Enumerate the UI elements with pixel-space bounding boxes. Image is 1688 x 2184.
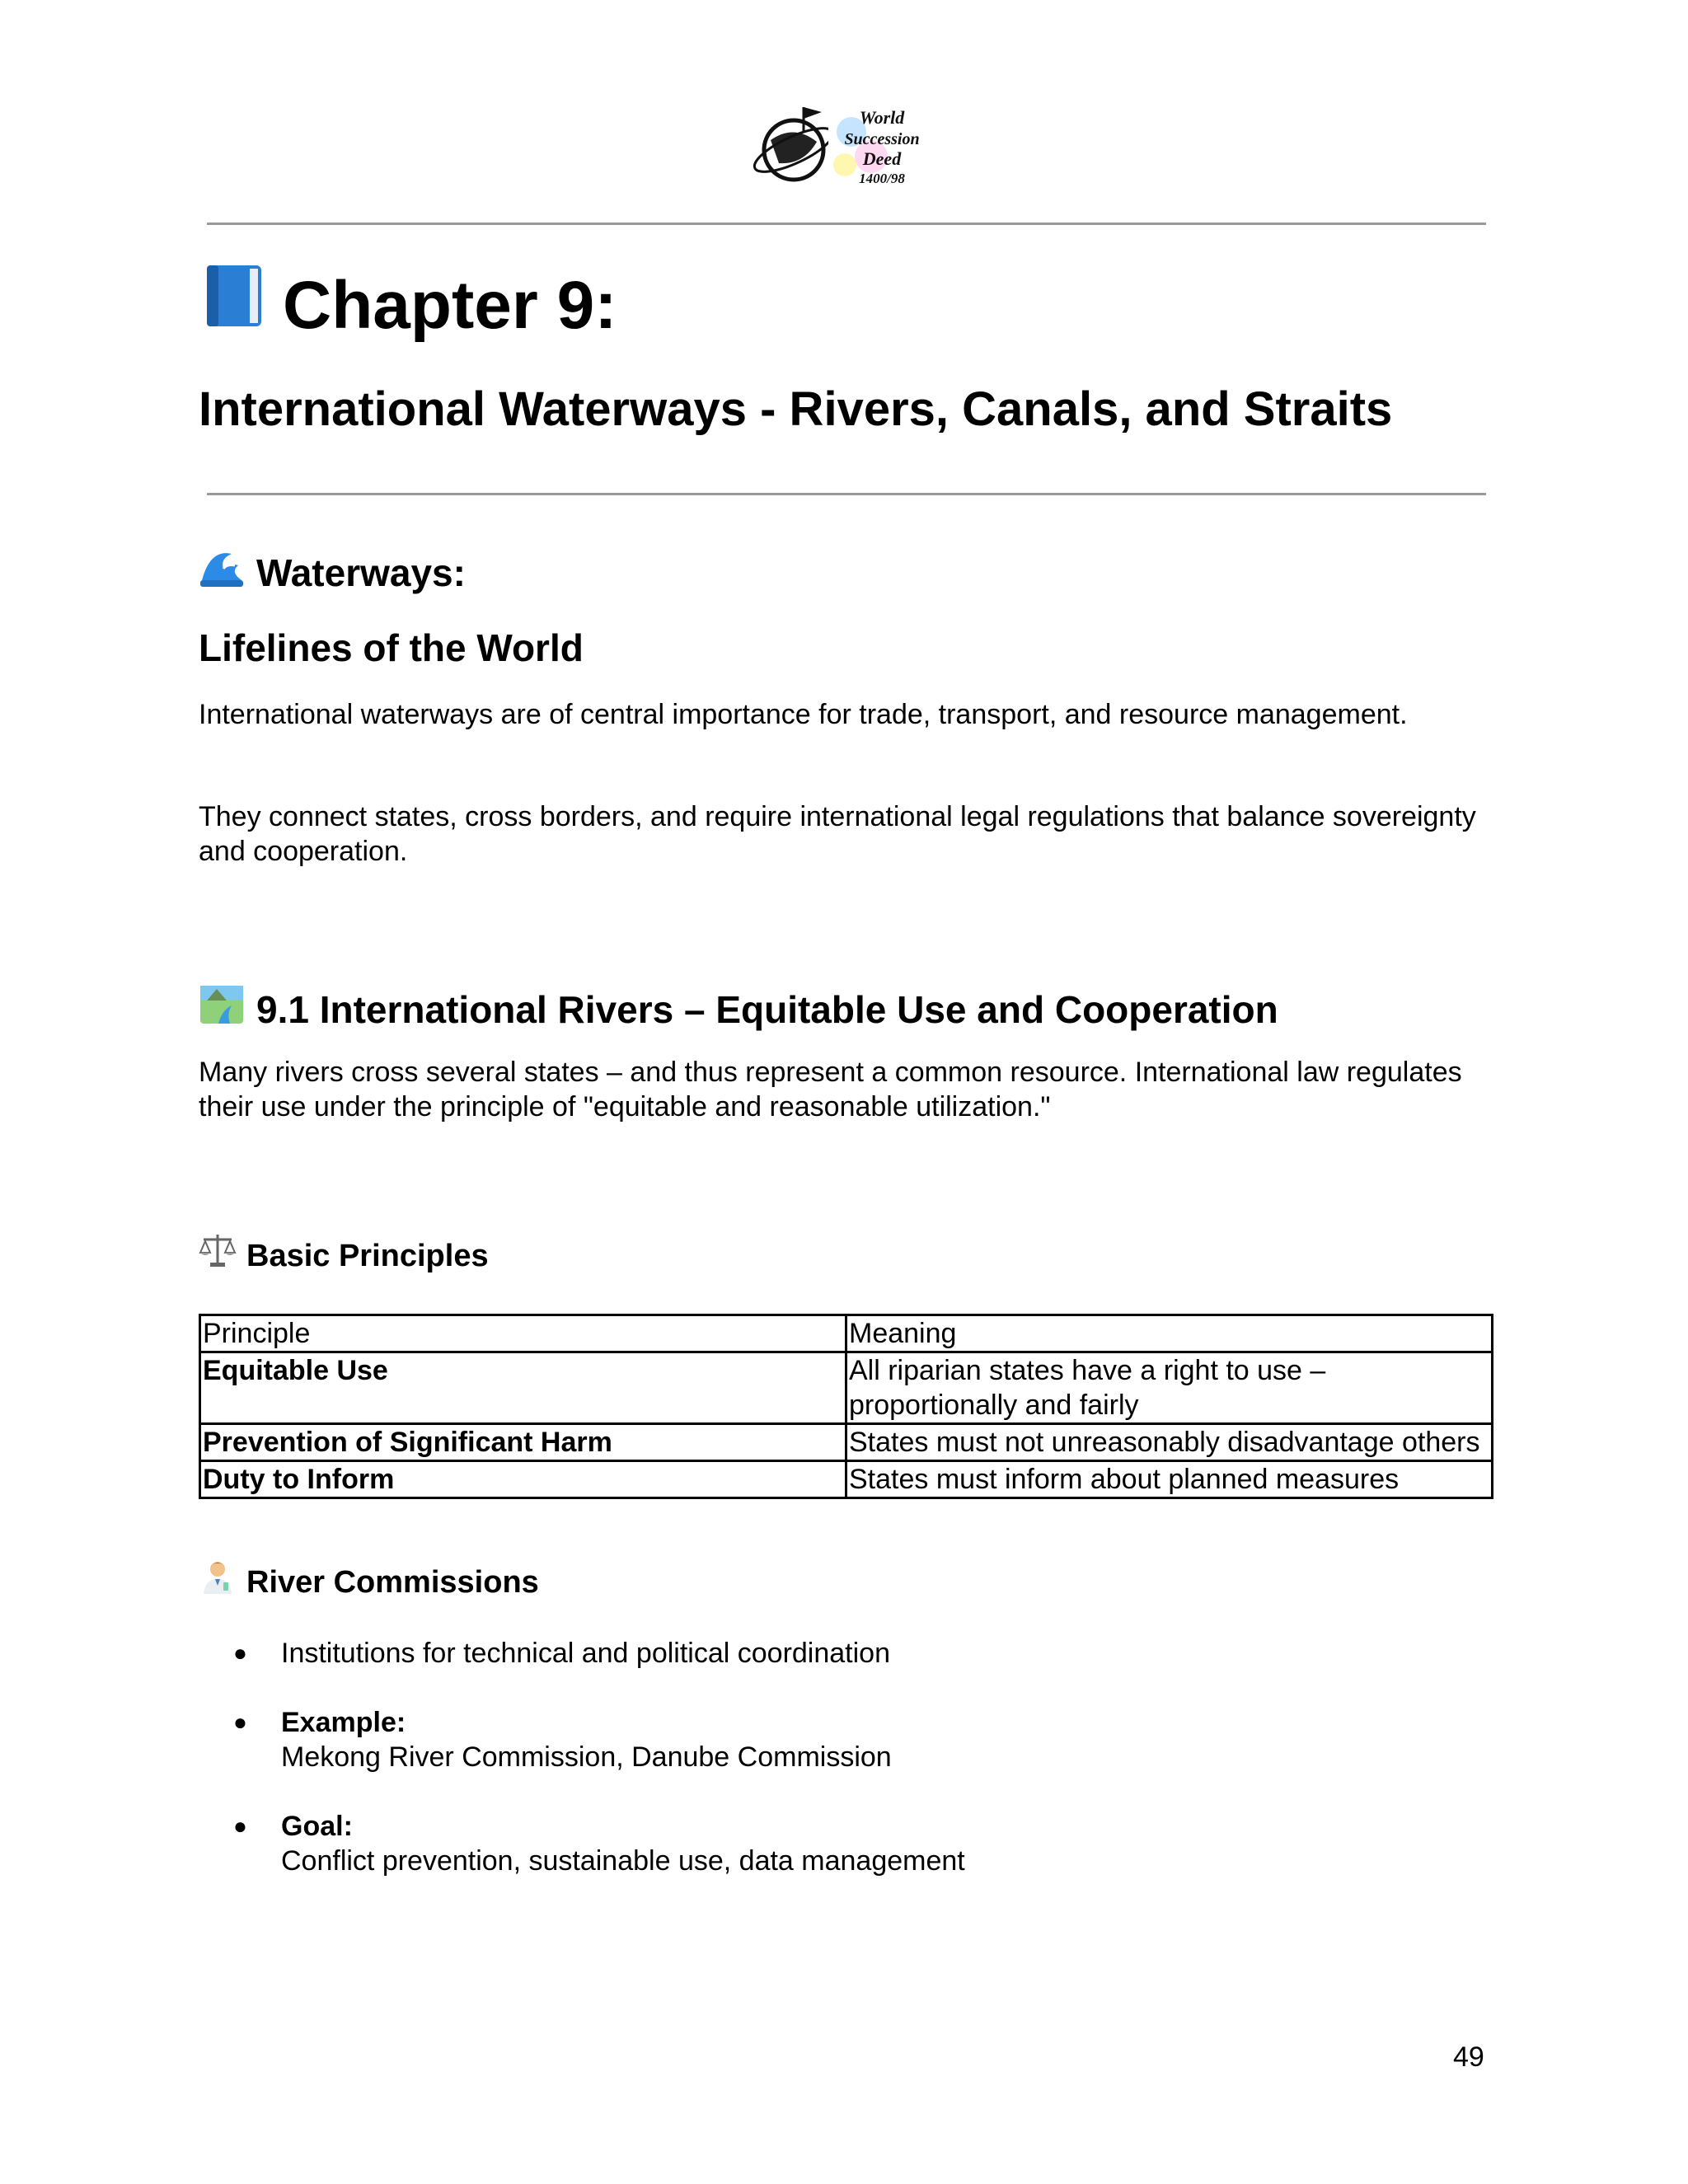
table-cell-principle: Prevention of Significant Harm	[200, 1424, 846, 1461]
river-commissions-heading-text: River Commissions	[246, 1564, 539, 1600]
bullet-icon: ●	[233, 1813, 247, 1839]
logo-text-deed: Deed	[862, 148, 902, 169]
section-9-1-heading-text: 9.1 International Rivers – Equitable Use and Cooperation	[256, 988, 1278, 1031]
list-item-text: Conflict prevention, sustainable use, data management	[281, 1845, 965, 1877]
blue-book-icon	[200, 262, 268, 349]
bullet-icon: ●	[233, 1640, 247, 1666]
table-cell-meaning: All riparian states have a right to use – proportionally and fairly	[846, 1352, 1493, 1424]
chapter-title-text: Chapter 9:	[283, 267, 617, 343]
table-row	[200, 1352, 1493, 1424]
section-9-1-paragraph: Many rivers cross several states – and thus represent a common resource. International law regulates their use under the principle of "equitable and reasonable utilization."	[199, 1057, 1462, 1122]
intro-paragraph-1: International waterways are of central importance for trade, transport, and resource management.	[199, 699, 1408, 730]
list-item-label: Goal:	[281, 1811, 353, 1842]
table-row	[200, 1461, 1493, 1498]
principles-table	[199, 1314, 1493, 1499]
table-cell-principle: Duty to Inform	[200, 1461, 846, 1498]
table-row	[200, 1424, 1493, 1461]
section-9-1-heading	[199, 981, 1278, 1038]
basic-principles-heading	[199, 1231, 489, 1280]
intro-paragraph-2: They connect states, cross borders, and require international legal regulations that balance sovereignty and cooperation.	[199, 801, 1476, 867]
river-commissions-heading	[199, 1558, 539, 1606]
list-item	[199, 1636, 1435, 1671]
page-number: 49	[1453, 2041, 1484, 2073]
logo-graphic	[746, 99, 935, 194]
world-succession-deed-logo	[746, 99, 935, 194]
waterways-heading-text: Waterways:	[256, 551, 466, 594]
basic-principles-heading-text: Basic Principles	[246, 1238, 489, 1273]
balance-scale-icon	[199, 1231, 237, 1280]
divider-top	[207, 223, 1486, 225]
divider-chapter	[207, 493, 1486, 495]
lifelines-heading: Lifelines of the World	[199, 626, 584, 669]
list-item	[199, 1705, 1435, 1774]
table-header-meaning: Meaning	[846, 1315, 1493, 1352]
bullet-icon: ●	[233, 1709, 247, 1735]
river-landscape-icon	[199, 981, 245, 1038]
list-item	[199, 1809, 1435, 1878]
table-header-principle: Principle	[200, 1315, 846, 1352]
table-header-row	[200, 1315, 1493, 1352]
scientist-person-icon	[199, 1558, 237, 1606]
logo-text-number: 1400/98	[859, 171, 905, 186]
list-item-text: Mekong River Commission, Danube Commission	[281, 1741, 892, 1773]
logo-text-succession: Succession	[844, 130, 920, 148]
waterways-heading	[199, 544, 466, 602]
commissions-list	[199, 1636, 1435, 1913]
table-cell-meaning: States must not unreasonably disadvantage others	[846, 1424, 1493, 1461]
logo-text-world: World	[859, 107, 905, 128]
list-item-label: Example:	[281, 1707, 406, 1738]
table-cell-meaning: States must inform about planned measures	[846, 1461, 1493, 1498]
chapter-subtitle: International Waterways - Rivers, Canals, and Straits	[199, 382, 1393, 436]
table-cell-principle: Equitable Use	[200, 1352, 846, 1424]
water-wave-icon	[199, 544, 245, 602]
list-item-text: Institutions for technical and political coordination	[281, 1638, 890, 1669]
chapter-title	[200, 262, 617, 349]
